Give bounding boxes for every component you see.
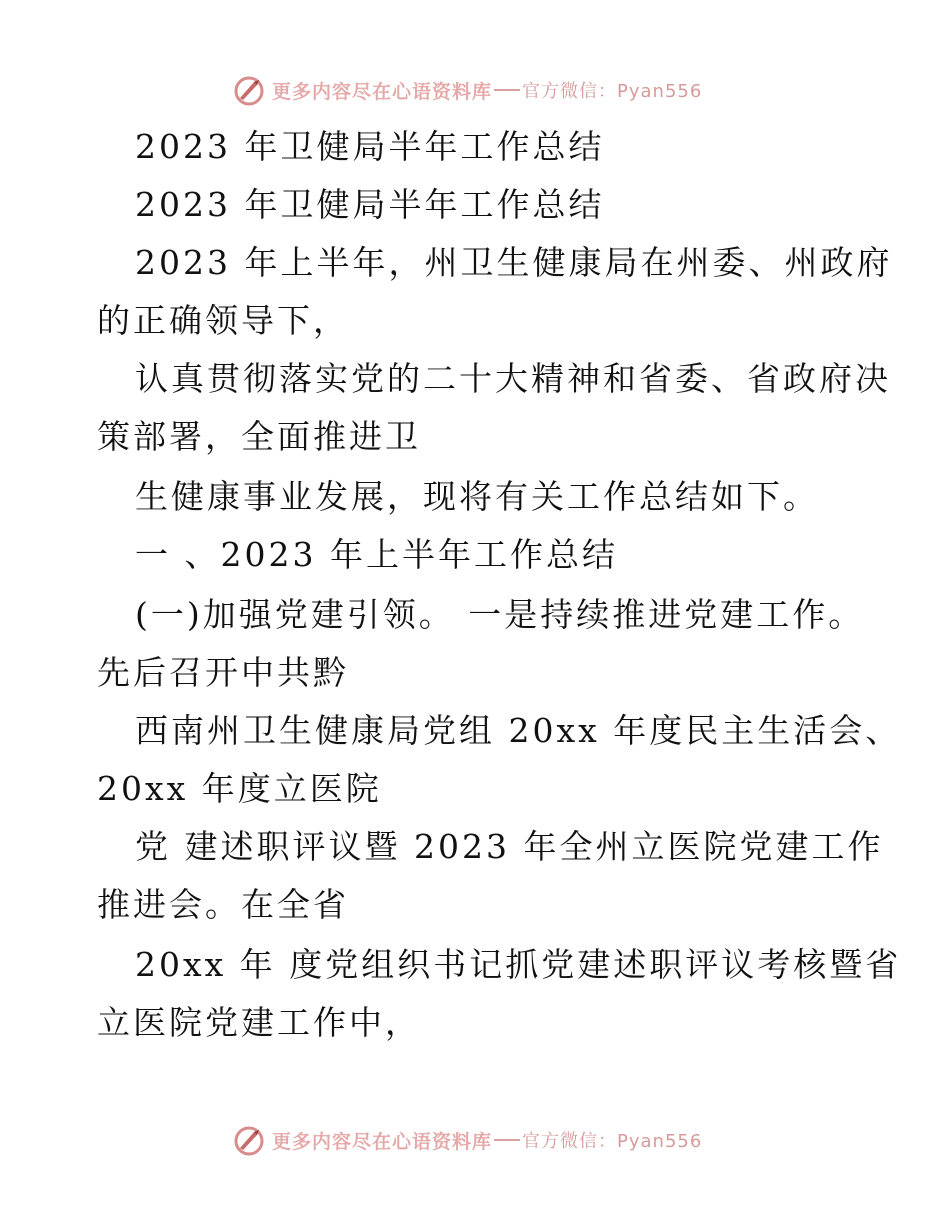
watermark-contact: 官方微信：Pyan556 [522,1131,703,1152]
paragraph-line: 20xx 年度立医院 [97,769,382,808]
watermark-contact: 官方微信：Pyan556 [522,81,703,102]
paragraph-line: 策部署，全面推进卫 [97,417,421,456]
document-title-repeat: 2023 年卫健局半年工作总结 [135,185,605,224]
paragraph-line: 2023 年上半年，州卫生健康局在州委、州政府 [135,243,893,282]
paragraph-line: 西南州卫生健康局党组 20xx 年度民主生活会、 [135,711,902,750]
pen-logo-icon [232,72,268,108]
watermark-dash [494,1139,520,1141]
watermark-dash [494,89,520,91]
watermark-header [232,70,702,110]
paragraph-line: 立医院党建工作中， [97,1003,421,1042]
watermark-footer [232,1120,702,1160]
paragraph-line: 推进会。在全省 [97,885,349,924]
paragraph-line: 的正确领导下， [97,301,349,340]
pen-logo-icon [232,1122,268,1158]
paragraph-line: 认真贯彻落实党的二十大精神和省委、省政府决 [135,359,891,398]
watermark-text: 更多内容尽在心语资料库 [272,1130,493,1153]
paragraph-line: 先后召开中共黔 [97,653,349,692]
watermark-text: 更多内容尽在心语资料库 [272,80,493,103]
paragraph-line: 党 建述职评议暨 2023 年全州立医院党建工作 [135,827,884,866]
paragraph-line: (一)加强党建引领。 一是持续推进党建工作。 [135,595,865,634]
paragraph-line: 生健康事业发展，现将有关工作总结如下。 [135,477,819,516]
document-title: 2023 年卫健局半年工作总结 [135,127,605,166]
section-heading: 一 、2023 年上半年工作总结 [135,535,618,574]
paragraph-line: 20xx 年 度党组织书记抓党建述职评议考核暨省 [135,945,902,984]
